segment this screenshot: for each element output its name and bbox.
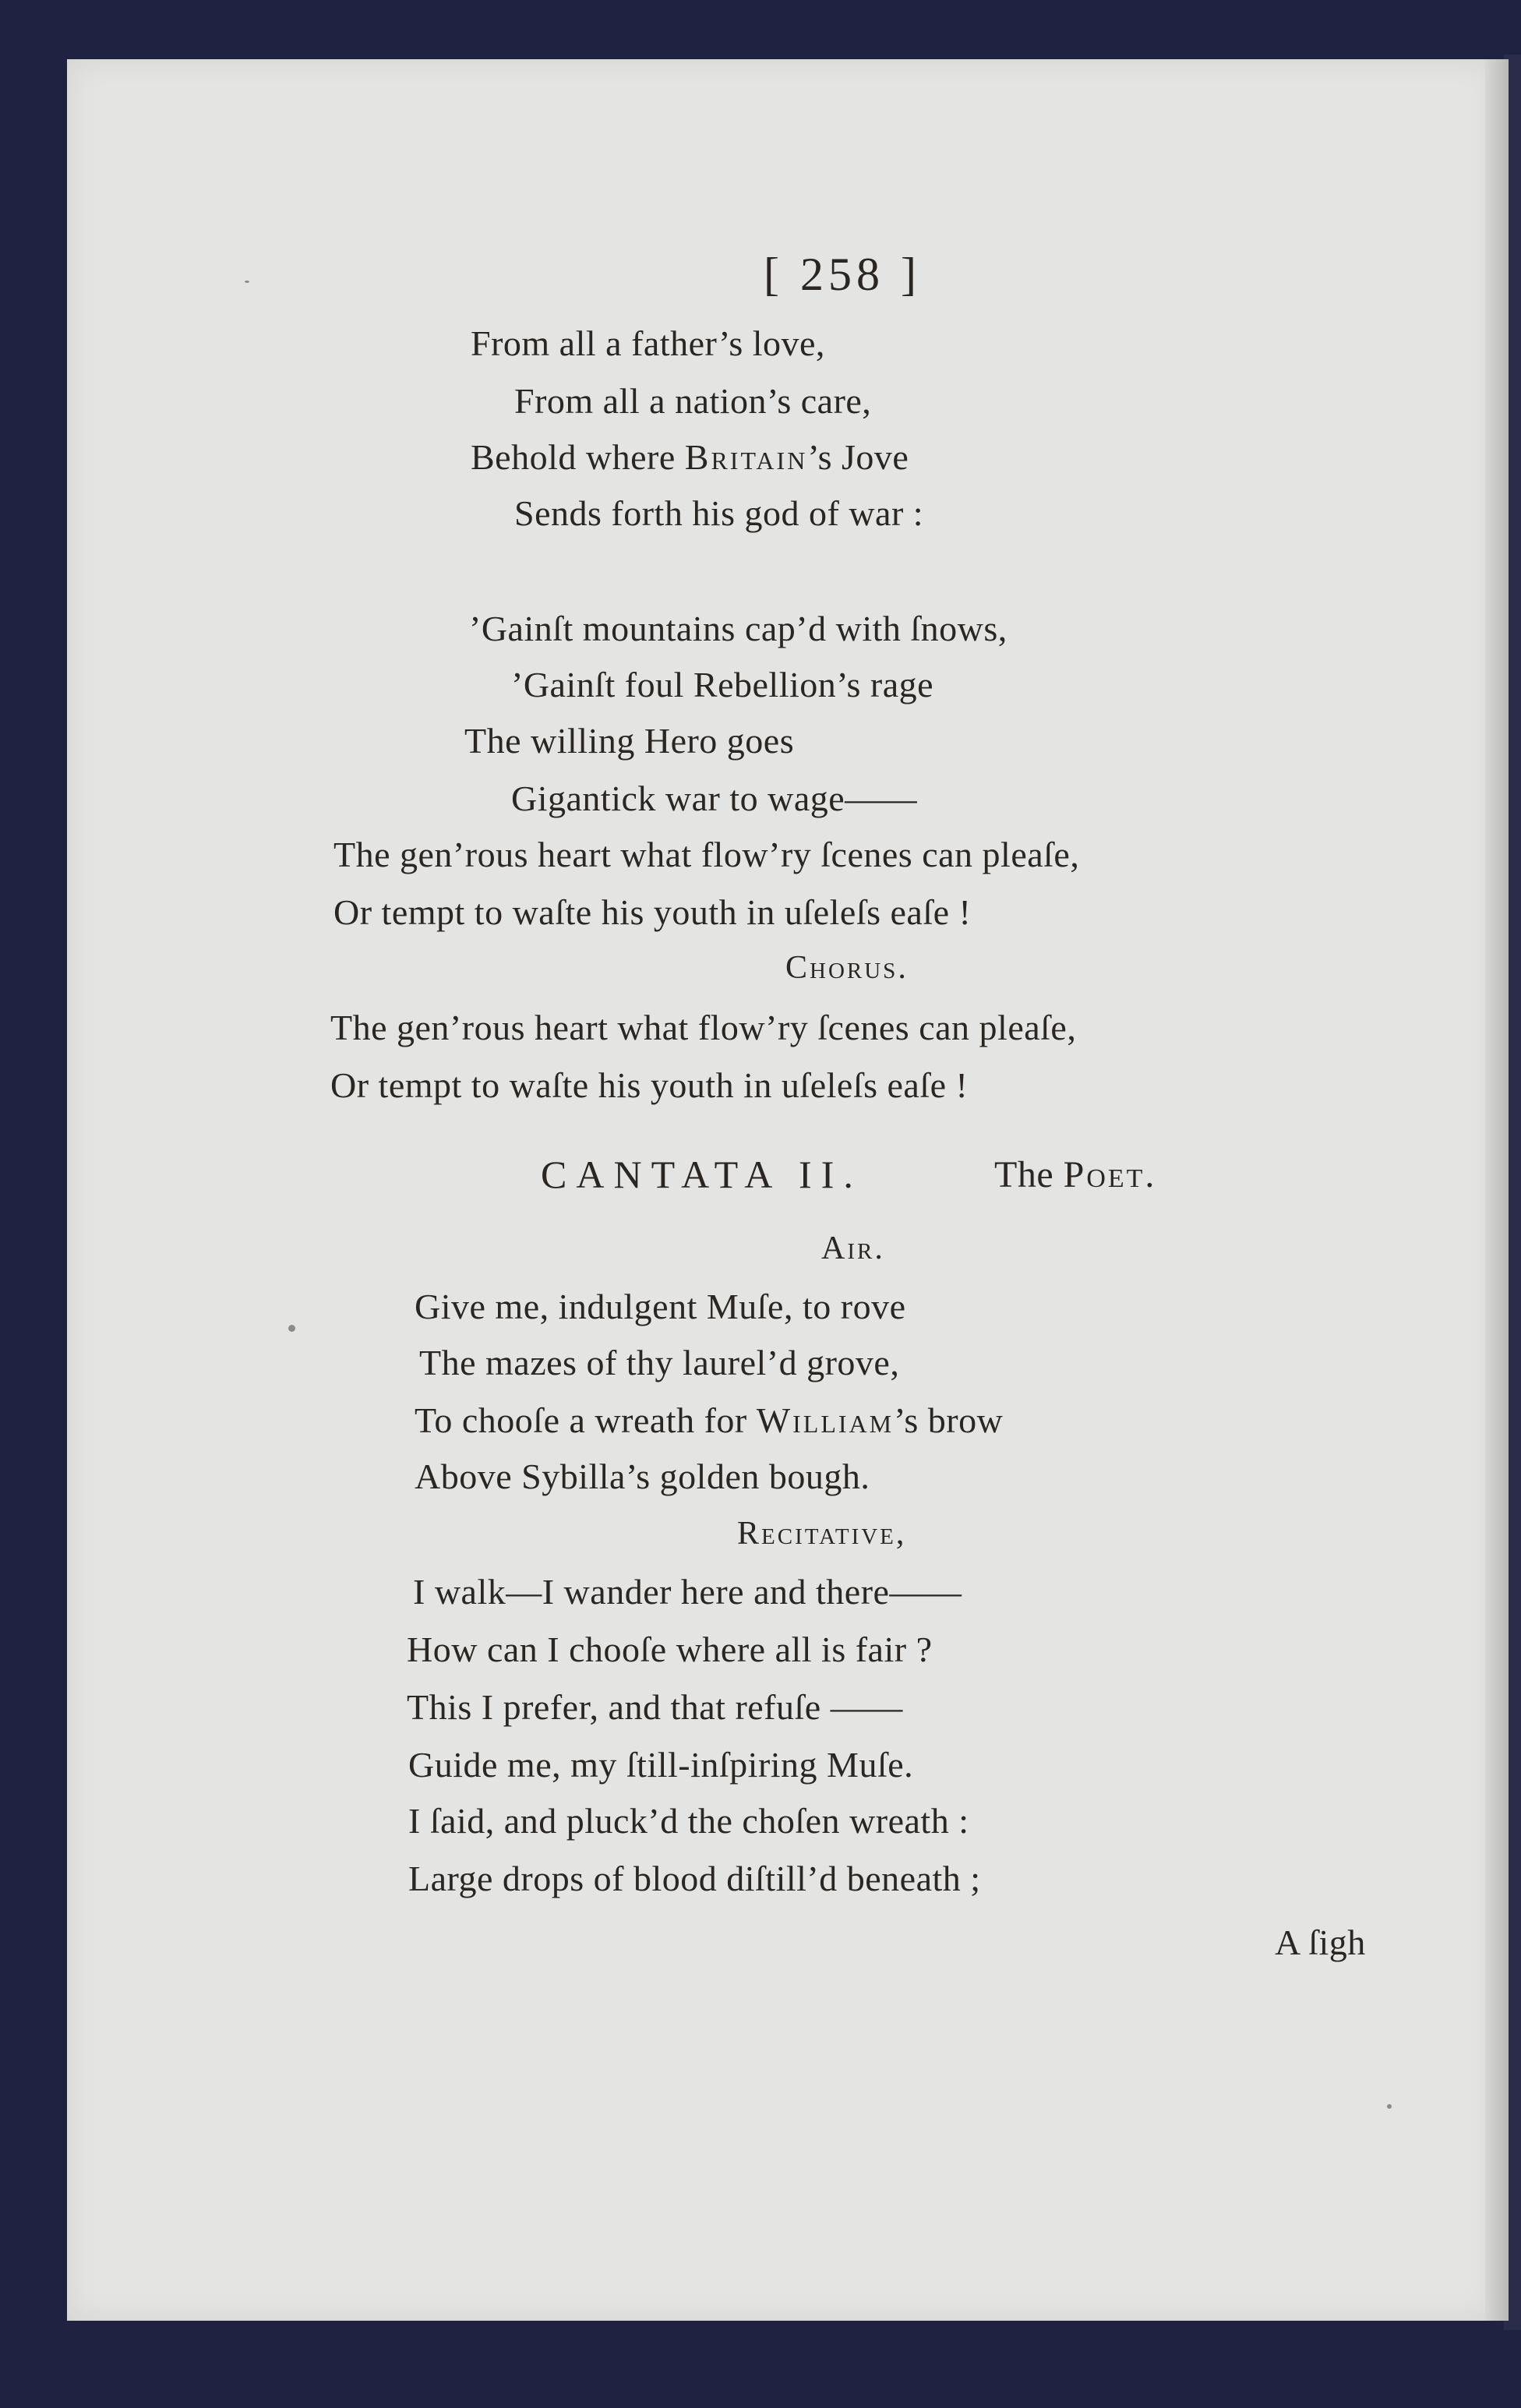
- paper-speck: [288, 1325, 295, 1332]
- recitative-line: I ſaid, and pluck’d the choſen wreath :: [408, 1801, 969, 1841]
- verse-line: Behold where Britain’s Jove: [471, 437, 909, 477]
- verse-line: From all a nation’s care,: [514, 381, 872, 421]
- chorus-line: Or tempt to waſte his youth in uſeleſs eaſe !: [330, 1065, 969, 1105]
- catchword: A ſigh: [1275, 1923, 1366, 1962]
- recitative-line: How can I chooſe where all is fair ?: [407, 1629, 933, 1669]
- air-line: To chooſe a wreath for William’s brow: [415, 1400, 1004, 1440]
- verse-line: ’Gainſt mountains cap’d with ſnows,: [469, 609, 1008, 648]
- air-line: The mazes of thy laurel’d grove,: [419, 1343, 900, 1382]
- paper-speck: [1387, 2104, 1392, 2109]
- verse-line: Gigantick war to wage——: [511, 779, 918, 818]
- verse-line: ’Gainſt foul Rebellion’s rage: [511, 665, 934, 704]
- verse-line: From all a father’s love,: [471, 323, 825, 363]
- chorus-label: Chorus.: [785, 950, 909, 986]
- page-number: [ 258 ]: [764, 249, 921, 300]
- air-line: Above Sybilla’s golden bough.: [415, 1456, 870, 1496]
- recitative-line: This I prefer, and that refuſe ——: [407, 1687, 903, 1727]
- recitative-label: Recitative,: [737, 1516, 907, 1552]
- verse-line: The gen’rous heart what flow’ry ſcenes can pleaſe,: [333, 835, 1080, 874]
- chorus-line: The gen’rous heart what flow’ry ſcenes can pleaſe,: [330, 1008, 1077, 1047]
- recitative-line: I walk—I wander here and there——: [413, 1572, 962, 1612]
- cantata-subtitle: The Poet.: [994, 1154, 1157, 1195]
- page-gutter: [1485, 59, 1509, 2321]
- cantata-heading: CANTATA II.: [541, 1153, 863, 1196]
- verse-line: Or tempt to waſte his youth in uſeleſs eaſe !: [333, 892, 972, 932]
- verse-line: Sends forth his god of war :: [514, 493, 924, 533]
- air-label: Air.: [821, 1230, 885, 1266]
- recitative-line: Guide me, my ſtill-inſpiring Muſe.: [408, 1745, 914, 1785]
- recitative-line: Large drops of blood diſtill’d beneath ;: [408, 1859, 981, 1898]
- air-line: Give me, indulgent Muſe, to rove: [415, 1287, 906, 1326]
- paper-speck: [245, 281, 249, 283]
- verse-line: The willing Hero goes: [464, 721, 795, 761]
